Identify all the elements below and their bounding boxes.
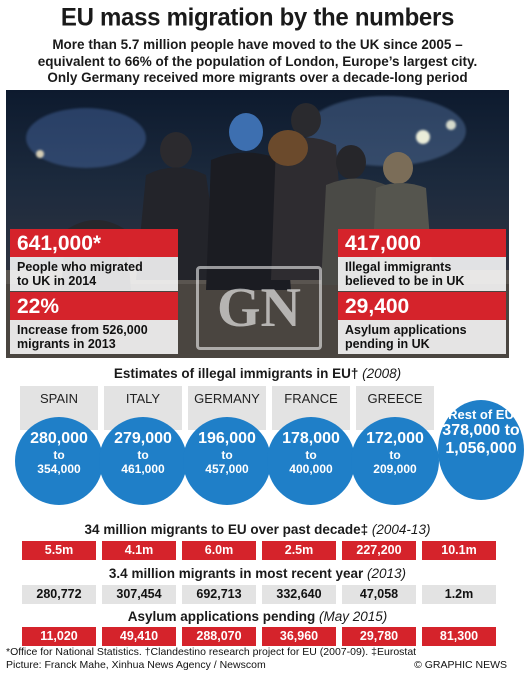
country-spain bbox=[20, 386, 98, 514]
estimate-low: 378,000 bbox=[442, 422, 501, 439]
section-title-text: 34 million migrants to EU over past decade bbox=[84, 522, 361, 537]
country-germany bbox=[188, 386, 266, 514]
value-cell: 11,020 bbox=[22, 627, 96, 646]
value-cell: 47,058 bbox=[342, 585, 416, 604]
value-cell: 10.1m bbox=[422, 541, 496, 560]
estimate-to: to bbox=[305, 448, 317, 462]
stat-label bbox=[10, 257, 178, 291]
illegal-immigrants-title bbox=[0, 366, 515, 381]
subtitle-line-3: Only Germany received more migrants over a decade-long period bbox=[47, 70, 468, 85]
value-cell: 6.0m bbox=[182, 541, 256, 560]
subtitle bbox=[0, 37, 515, 87]
picture-credit: Picture: Franck Mahe, Xinhua News Agency / Newscom bbox=[6, 659, 266, 671]
stat-label bbox=[338, 257, 506, 291]
stat-label-line: to UK in 2014 bbox=[17, 274, 97, 288]
stat-illegal-uk bbox=[338, 229, 506, 291]
asylum-title bbox=[0, 609, 515, 624]
section-title-text: Asylum applications pending bbox=[127, 609, 316, 624]
stat-label bbox=[338, 320, 506, 354]
section-year: (2008) bbox=[362, 366, 402, 381]
stat-asylum-uk bbox=[338, 292, 506, 354]
estimate-low: 279,000 bbox=[114, 430, 172, 447]
country-france bbox=[272, 386, 350, 514]
estimate-circle bbox=[183, 417, 271, 505]
estimate-high: 1,056,000 bbox=[445, 440, 517, 457]
country-name: FRANCE bbox=[284, 391, 338, 406]
recent-values-row bbox=[20, 585, 498, 604]
value-cell: 49,410 bbox=[102, 627, 176, 646]
subtitle-line-2: equivalent to 66% of the population of London, Europe’s largest city. bbox=[37, 53, 478, 69]
section-title-text: 3.4 million migrants in most recent year bbox=[108, 566, 364, 581]
stat-label-line: Illegal immigrants bbox=[345, 260, 452, 274]
country-name: ITALY bbox=[125, 391, 161, 406]
value-cell: 36,960 bbox=[262, 627, 336, 646]
subtitle-line-1: More than 5.7 million people have moved to the UK since 2005 – bbox=[52, 37, 463, 52]
value-cell: 4.1m bbox=[102, 541, 176, 560]
estimate-circle bbox=[267, 417, 355, 505]
estimate-to: to bbox=[53, 448, 65, 462]
copyright: © GRAPHIC NEWS bbox=[414, 659, 507, 671]
estimate-circle bbox=[15, 417, 103, 505]
estimate-low: 172,000 bbox=[366, 430, 424, 447]
estimate-low: 280,000 bbox=[30, 430, 88, 447]
estimate-to: to bbox=[137, 448, 149, 462]
value-cell: 81,300 bbox=[422, 627, 496, 646]
stat-label-line: Increase from 526,000 bbox=[17, 323, 148, 337]
value-cell: 307,454 bbox=[102, 585, 176, 604]
estimate-to: to bbox=[221, 448, 233, 462]
stat-label-line: People who migrated bbox=[17, 260, 143, 274]
decade-title bbox=[0, 522, 515, 537]
estimate-to: to bbox=[389, 448, 401, 462]
estimate-low: 178,000 bbox=[282, 430, 340, 447]
decade-values-row bbox=[20, 541, 498, 560]
section-year: (May 2015) bbox=[319, 609, 388, 624]
value-cell: 1.2m bbox=[422, 585, 496, 604]
estimate-high: 209,000 bbox=[373, 462, 417, 476]
footnote: *Office for National Statistics. †Clandestino research project for EU (2007-09). ‡Eurostat bbox=[6, 646, 417, 658]
value-cell: 227,200 bbox=[342, 541, 416, 560]
stat-label-line: believed to be in UK bbox=[345, 274, 465, 288]
page-title: EU mass migration by the numbers bbox=[60, 3, 455, 32]
estimate-high: 354,000 bbox=[37, 462, 81, 476]
country-name: GERMANY bbox=[194, 391, 260, 406]
section-year: (2013) bbox=[367, 566, 407, 581]
double-dagger-mark: ‡ bbox=[360, 522, 369, 537]
estimate-circle bbox=[99, 417, 187, 505]
section-year: (2004-13) bbox=[371, 522, 431, 537]
stat-value: 641,000* bbox=[10, 229, 178, 257]
stat-increase bbox=[10, 292, 178, 354]
country-name: SPAIN bbox=[39, 391, 79, 406]
rest-of-eu-circle bbox=[438, 400, 524, 500]
country-greece bbox=[356, 386, 434, 514]
estimate-high: 457,000 bbox=[205, 462, 249, 476]
stat-value: 417,000 bbox=[338, 229, 506, 257]
estimate-circle bbox=[351, 417, 439, 505]
country-name: GREECE bbox=[367, 391, 423, 406]
stat-label bbox=[10, 320, 178, 354]
section-title-text: Estimates of illegal immigrants in EU bbox=[113, 366, 351, 381]
value-cell: 5.5m bbox=[22, 541, 96, 560]
stat-label-line: Asylum applications bbox=[345, 323, 467, 337]
recent-year-title bbox=[0, 566, 515, 581]
value-cell: 332,640 bbox=[262, 585, 336, 604]
asylum-values-row bbox=[20, 627, 498, 646]
estimate-high: 461,000 bbox=[121, 462, 165, 476]
stat-label-line: pending in UK bbox=[345, 337, 430, 351]
rest-of-eu-label: Rest of EU bbox=[448, 407, 514, 422]
value-cell: 692,713 bbox=[182, 585, 256, 604]
estimate-high: 400,000 bbox=[289, 462, 333, 476]
country-italy bbox=[104, 386, 182, 514]
stat-uk-2014 bbox=[10, 229, 178, 291]
value-cell: 2.5m bbox=[262, 541, 336, 560]
stat-value: 29,400 bbox=[338, 292, 506, 320]
stat-value: 22% bbox=[10, 292, 178, 320]
illegal-estimates bbox=[20, 386, 520, 514]
value-cell: 280,772 bbox=[22, 585, 96, 604]
estimate-low: 196,000 bbox=[198, 430, 256, 447]
estimate-to: to bbox=[504, 422, 520, 439]
graphic-news-watermark: GN bbox=[196, 266, 322, 350]
dagger-mark: † bbox=[350, 366, 359, 381]
value-cell: 288,070 bbox=[182, 627, 256, 646]
value-cell: 29,780 bbox=[342, 627, 416, 646]
stat-label-line: migrants in 2013 bbox=[17, 337, 116, 351]
